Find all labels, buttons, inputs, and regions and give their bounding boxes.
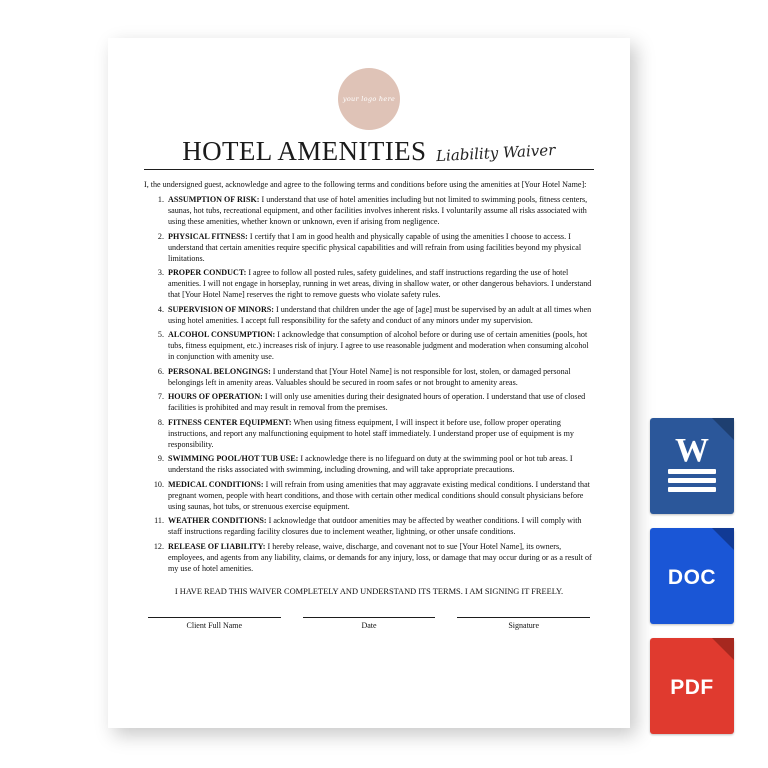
clause-body: I acknowledge there is no lifeguard on duty at the swimming pool or hot tub areas. I understand the risks associated with swimming, including drowning, and will take appropriate precautions. <box>168 454 573 475</box>
logo-placeholder <box>144 68 594 130</box>
clause-heading: ASSUMPTION OF RISK: <box>168 195 260 205</box>
page-fold-corner <box>712 528 734 550</box>
clause-heading: RELEASE OF LIABILITY: <box>168 541 266 551</box>
signature-field <box>303 617 436 630</box>
clause-heading: MEDICAL CONDITIONS: <box>168 479 264 489</box>
clause-body: I hereby release, waive, discharge, and covenant not to sue [Your Hotel Name], its owners, employees, and agents from any liability, claims, or demands for any injury, loss, or damage that may occur during or as a result of my use of hotel amenities. <box>168 541 592 573</box>
clause-body: When using fitness equipment, I will inspect it before use, follow proper operating instructions, and report any malfunctioning equipment to hotel staff immediately. I understand proper use of equipment is my responsibility. <box>168 417 574 449</box>
clause-body: I will only use amenities during their designated hours of operation. I understand that use of closed facilities is prohibited and may result in removal from the premises. <box>168 392 586 413</box>
signature-row <box>144 617 594 630</box>
clause-item <box>166 391 594 413</box>
signature-field <box>148 617 281 630</box>
clause-heading: FITNESS CENTER EQUIPMENT: <box>168 417 292 427</box>
clause-item <box>166 515 594 537</box>
clause-body: I acknowledge that consumption of alcohol before or during use of certain amenities (pools, hot tubs, fitness equipment, etc.) increases risk of injury. I agree to use reasonable judgment and moderation when consuming alcohol in conjunction with amenity use. <box>168 330 589 362</box>
clause-body: I agree to follow all posted rules, safety guidelines, and staff instructions regarding the use of hotel amenities. I will not engage in horseplay, running in wet areas, diving in shallow water, or other dangerous behaviors. I understand that [Your Hotel Name] reserves the right to remove guests who violate safety rules. <box>168 268 592 300</box>
clause-item <box>166 479 594 512</box>
clause-body: I acknowledge that outdoor amenities may be affected by weather conditions. I will comply with staff instructions regarding facility closures due to inclement weather, lightning, or other unsafe conditions. <box>168 516 582 537</box>
page-fold-corner <box>712 638 734 660</box>
signature-line <box>457 617 590 618</box>
pdf-file-icon[interactable] <box>650 638 734 734</box>
affirmation-statement: I HAVE READ THIS WAIVER COMPLETELY AND UNDERSTAND ITS TERMS. I AM SIGNING IT FREELY. <box>174 586 564 596</box>
waiver-document-page <box>108 38 630 728</box>
signature-field <box>457 617 590 630</box>
clause-body: I understand that children under the age of [age] must be supervised by an adult at all times when using hotel amenities. I accept full responsibility for the safety and conduct of any minors under my supervision. <box>168 304 592 325</box>
intro-paragraph: I, the undersigned guest, acknowledge and agree to the following terms and conditions before using the amenities at [Your Hotel Name]: <box>144 180 587 189</box>
title-script: Liability Waiver <box>436 140 557 166</box>
signature-label: Client Full Name <box>186 621 243 631</box>
signature-label: Date <box>361 621 377 631</box>
file-format-icons <box>650 418 746 748</box>
clause-item <box>166 453 594 475</box>
google-doc-file-icon-label: DOC <box>667 566 717 589</box>
clause-heading: PROPER CONDUCT: <box>168 268 247 278</box>
title-divider <box>144 169 594 170</box>
word-file-icon[interactable] <box>650 418 734 514</box>
clause-item <box>166 417 594 450</box>
clause-item <box>166 267 594 300</box>
clause-heading: PERSONAL BELONGINGS: <box>168 366 271 376</box>
clause-heading: SUPERVISION OF MINORS: <box>168 304 274 314</box>
google-doc-file-icon[interactable] <box>650 528 734 624</box>
clause-heading: ALCOHOL CONSUMPTION: <box>168 330 276 340</box>
clause-heading: SWIMMING POOL/HOT TUB USE: <box>168 454 299 464</box>
clause-heading: WEATHER CONDITIONS: <box>168 516 267 526</box>
clause-body: I will refrain from using amenities that may aggravate existing medical conditions. I understand that pregnant women, people with heart conditions, and those with certain other medical conditions should consult physicians before using saunas, hot tubs, or strenuous exercise equipment. <box>168 479 590 511</box>
logo-circle <box>338 68 400 130</box>
pdf-file-icon-label: PDF <box>670 676 714 699</box>
logo-text: your logo here <box>342 95 396 103</box>
signature-label: Signature <box>508 621 540 631</box>
clause-item <box>166 541 594 574</box>
document-title <box>144 136 594 167</box>
clause-body: I certify that I am in good health and physically capable of using the amenities I choose to access. I understand that certain amenities require specific physical capabilities and will refrain from using facilities beyond my physical limitations. <box>168 231 582 263</box>
document-lines-icon <box>668 469 716 496</box>
signature-line <box>148 617 281 618</box>
clause-heading: HOURS OF OPERATION: <box>168 392 263 402</box>
clause-item <box>166 194 594 227</box>
clause-item <box>166 304 594 326</box>
word-file-icon-label: W <box>675 432 709 469</box>
clause-heading: PHYSICAL FITNESS: <box>168 231 248 241</box>
clause-item <box>166 329 594 362</box>
title-main: HOTEL AMENITIES <box>182 136 427 166</box>
clause-body: I understand that use of hotel amenities including but not limited to swimming pools, fitness centers, saunas, hot tubs, recreational equipment, and other facilities involves inherent risks. I voluntarily assume all risks associated with using these amenities, whether known or unknown, even if arising from negligence. <box>168 195 588 227</box>
clause-item <box>166 231 594 264</box>
clause-item <box>166 366 594 388</box>
clause-body: I understand that [Your Hotel Name] is not responsible for lost, stolen, or damaged personal belongings left in amenity areas. Valuables should be secured in room safes or not brought to amenity areas. <box>168 366 571 387</box>
signature-line <box>303 617 436 618</box>
clause-list <box>144 194 594 574</box>
